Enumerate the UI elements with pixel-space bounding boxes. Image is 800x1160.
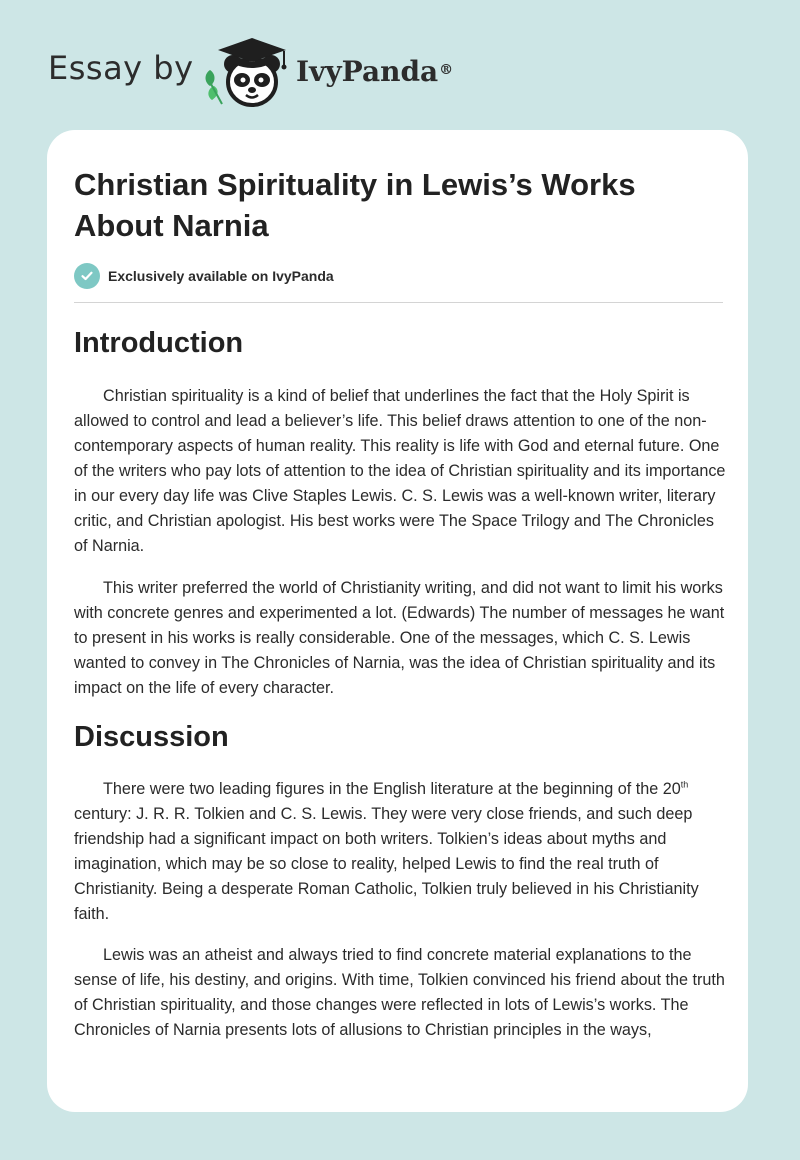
section-heading-introduction: Introduction: [74, 327, 244, 359]
panda-graduation-cap-icon[interactable]: [200, 34, 296, 110]
check-circle-icon: [74, 263, 100, 289]
exclusive-badge: [74, 263, 334, 289]
badge-text: Exclusively available on IvyPanda: [108, 268, 334, 284]
page-title: Christian Spirituality in Lewis’s Works About Narnia: [74, 167, 636, 243]
paragraph-discussion-1: There were two leading figures in the English literature at the beginning of the 20th century: J. R. R. Tolkien and C. S. Lewis. They were very close friends, and such deep friendship had a significant impact on both writers. Tolkien’s ideas about myths and imagination, which may be so close to reality, helped Lewis to find the real truth of Christianity. Being a desperate Roman Catholic, Tolkien truly believed in his Christianity faith.: [74, 779, 699, 923]
section-heading-discussion: Discussion: [74, 721, 229, 753]
brand-name[interactable]: IvyPanda®: [296, 55, 454, 88]
divider: [74, 302, 723, 303]
paragraph-intro-2: This writer preferred the world of Christianity writing, and did not want to limit his works with concrete genres and experimented a lot. (Edwards) The number of messages he want to present in his works is really considerable. One of the messages, which C. S. Lewis wanted to convey in The Chronicles of Narnia, was the idea of Christian spirituality and its impact on the life of every character.: [74, 579, 725, 697]
paragraph-intro-1: Christian spirituality is a kind of belief that underlines the fact that the Holy Spirit is allowed to control and lead a believer’s life. This belief draws attention to one of the non-contemporary aspects of human reality. This reality is life with God and eternal future. One of the writers who pay lots of attention to the idea of Christian spirituality and its importance in our every day life was Clive Staples Lewis. C. S. Lewis was a well-known writer, literary critic, and Christian apologist. His best works were The Space Trilogy and The Chronicles of Narnia.: [74, 387, 726, 555]
registered-mark: ®: [439, 62, 454, 78]
site-header: [0, 0, 800, 120]
paragraph-discussion-2: Lewis was an atheist and always tried to find concrete material explanations to the sense of life, his destiny, and origins. With time, Tolkien convinced his friend about the truth of Christian spirituality, and those changes were reflected in lots of Lewis’s works. The Chronicles of Narnia presents lots of allusions to Christian principles in the ways,: [74, 946, 725, 1039]
essay-by-label: Essay by: [48, 49, 194, 87]
essay-card: [47, 130, 748, 1112]
